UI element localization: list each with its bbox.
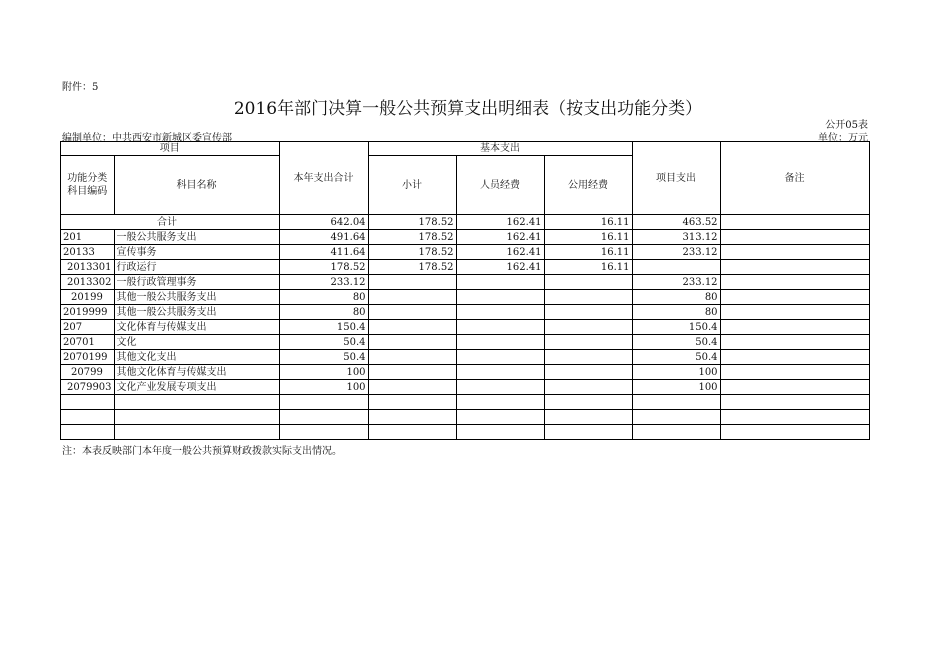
code-cell	[61, 425, 115, 440]
personnel-cell	[456, 365, 544, 380]
personnel-cell: 162.41	[456, 215, 544, 230]
header-item: 项目	[61, 142, 280, 156]
project-cell	[632, 395, 720, 410]
remark-cell	[720, 230, 869, 245]
total-cell: 491.64	[279, 230, 368, 245]
header-code	[61, 156, 115, 215]
personnel-cell: 162.41	[456, 245, 544, 260]
name-cell: 行政运行	[114, 260, 279, 275]
personnel-cell	[456, 320, 544, 335]
total-cell: 233.12	[279, 275, 368, 290]
public-cell	[544, 275, 632, 290]
project-cell: 100	[632, 380, 720, 395]
project-cell: 233.12	[632, 275, 720, 290]
personnel-cell	[456, 305, 544, 320]
code-cell: 20799	[61, 365, 115, 380]
subtotal-cell: 178.52	[368, 215, 456, 230]
public-cell	[544, 320, 632, 335]
code-cell: 20133	[61, 245, 115, 260]
name-cell: 其他一般公共服务支出	[114, 290, 279, 305]
header-basic: 基本支出	[368, 142, 632, 156]
total-cell: 50.4	[279, 335, 368, 350]
total-cell: 411.64	[279, 245, 368, 260]
personnel-cell	[456, 290, 544, 305]
table-row	[61, 230, 870, 245]
subtotal-cell	[368, 380, 456, 395]
subtotal-cell	[368, 305, 456, 320]
header-personnel: 人员经费	[456, 156, 544, 215]
public-cell: 16.11	[544, 230, 632, 245]
project-cell: 233.12	[632, 245, 720, 260]
name-cell: 一般公共服务支出	[114, 230, 279, 245]
subtotal-cell	[368, 365, 456, 380]
remark-cell	[720, 365, 869, 380]
expenditure-table	[60, 141, 870, 440]
remark-cell	[720, 380, 869, 395]
header-subtotal: 小计	[368, 156, 456, 215]
subtotal-cell	[368, 395, 456, 410]
header-name: 科目名称	[114, 156, 279, 215]
total-cell: 80	[279, 305, 368, 320]
name-cell: 文化产业发展专项支出	[114, 380, 279, 395]
name-cell: 一般行政管理事务	[114, 275, 279, 290]
remark-cell	[720, 215, 869, 230]
total-cell: 100	[279, 365, 368, 380]
remark-cell	[720, 350, 869, 365]
remark-cell	[720, 305, 869, 320]
code-cell: 2013302	[61, 275, 115, 290]
public-cell: 16.11	[544, 215, 632, 230]
personnel-cell: 162.41	[456, 230, 544, 245]
form-number: 公开05表	[825, 120, 868, 131]
table-row	[61, 380, 870, 395]
subtotal-cell	[368, 320, 456, 335]
personnel-cell	[456, 335, 544, 350]
name-cell: 其他一般公共服务支出	[114, 305, 279, 320]
table-row	[61, 290, 870, 305]
personnel-cell	[456, 275, 544, 290]
subtotal-cell	[368, 410, 456, 425]
header-project: 项目支出	[632, 142, 720, 215]
personnel-cell	[456, 410, 544, 425]
unit-label: 单位：万元	[818, 133, 868, 144]
project-cell: 80	[632, 305, 720, 320]
table-row	[61, 350, 870, 365]
subtotal-cell	[368, 275, 456, 290]
subtotal-cell: 178.52	[368, 260, 456, 275]
total-cell	[279, 395, 368, 410]
code-cell: 207	[61, 320, 115, 335]
name-cell: 文化体育与传媒支出	[114, 320, 279, 335]
total-cell: 100	[279, 380, 368, 395]
total-cell: 80	[279, 290, 368, 305]
header-public: 公用经费	[544, 156, 632, 215]
personnel-cell	[456, 380, 544, 395]
table-row	[61, 395, 870, 410]
header-remark: 备注	[720, 142, 869, 215]
project-cell: 100	[632, 365, 720, 380]
remark-cell	[720, 425, 869, 440]
personnel-cell	[456, 395, 544, 410]
subtotal-cell	[368, 350, 456, 365]
table-row	[61, 320, 870, 335]
total-cell	[279, 410, 368, 425]
public-cell: 16.11	[544, 245, 632, 260]
remark-cell	[720, 335, 869, 350]
code-cell: 20199	[61, 290, 115, 305]
code-cell: 2079903	[61, 380, 115, 395]
total-label-cell: 合计	[61, 215, 280, 230]
name-cell: 其他文化体育与传媒支出	[114, 365, 279, 380]
attachment-label: 附件：5	[62, 82, 99, 93]
project-cell: 313.12	[632, 230, 720, 245]
public-cell	[544, 410, 632, 425]
name-cell	[114, 410, 279, 425]
table-row	[61, 425, 870, 440]
table-row	[61, 260, 870, 275]
footnote: 注：本表反映部门本年度一般公共预算财政拨款实际支出情况。	[62, 446, 342, 457]
public-cell	[544, 395, 632, 410]
total-cell: 150.4	[279, 320, 368, 335]
project-cell: 80	[632, 290, 720, 305]
project-cell: 50.4	[632, 350, 720, 365]
project-cell: 463.52	[632, 215, 720, 230]
personnel-cell	[456, 350, 544, 365]
project-cell: 50.4	[632, 335, 720, 350]
personnel-cell: 162.41	[456, 260, 544, 275]
name-cell: 其他文化支出	[114, 350, 279, 365]
public-cell	[544, 305, 632, 320]
name-cell	[114, 425, 279, 440]
name-cell: 宣传事务	[114, 245, 279, 260]
table-row	[61, 335, 870, 350]
subtotal-cell: 178.52	[368, 245, 456, 260]
subtotal-cell	[368, 425, 456, 440]
project-cell	[632, 425, 720, 440]
table-row	[61, 365, 870, 380]
total-cell: 642.04	[279, 215, 368, 230]
header-total: 本年支出合计	[279, 142, 368, 215]
code-cell	[61, 395, 115, 410]
code-cell: 2013301	[61, 260, 115, 275]
public-cell	[544, 380, 632, 395]
table-row	[61, 410, 870, 425]
name-cell: 文化	[114, 335, 279, 350]
subtotal-cell	[368, 290, 456, 305]
organization-label: 编制单位：中共西安市新城区委宣传部	[62, 133, 232, 144]
public-cell	[544, 290, 632, 305]
public-cell	[544, 335, 632, 350]
total-cell	[279, 425, 368, 440]
table-row	[61, 215, 870, 230]
personnel-cell	[456, 425, 544, 440]
public-cell	[544, 350, 632, 365]
code-cell: 201	[61, 230, 115, 245]
remark-cell	[720, 320, 869, 335]
project-cell	[632, 410, 720, 425]
code-cell: 2019999	[61, 305, 115, 320]
header-code-line1: 功能分类	[67, 173, 108, 184]
project-cell	[632, 260, 720, 275]
project-cell: 150.4	[632, 320, 720, 335]
code-cell: 2070199	[61, 350, 115, 365]
public-cell	[544, 425, 632, 440]
table-row	[61, 245, 870, 260]
public-cell: 16.11	[544, 260, 632, 275]
remark-cell	[720, 245, 869, 260]
remark-cell	[720, 395, 869, 410]
remark-cell	[720, 260, 869, 275]
subtotal-cell	[368, 335, 456, 350]
total-cell: 178.52	[279, 260, 368, 275]
total-cell: 50.4	[279, 350, 368, 365]
remark-cell	[720, 410, 869, 425]
page-title: 2016年部门决算一般公共预算支出明细表（按支出功能分类）	[233, 99, 703, 119]
code-cell: 20701	[61, 335, 115, 350]
header-code-line2: 科目编码	[67, 186, 108, 197]
code-cell	[61, 410, 115, 425]
name-cell	[114, 395, 279, 410]
public-cell	[544, 365, 632, 380]
remark-cell	[720, 290, 869, 305]
subtotal-cell: 178.52	[368, 230, 456, 245]
table-row	[61, 275, 870, 290]
remark-cell	[720, 275, 869, 290]
table-row	[61, 305, 870, 320]
